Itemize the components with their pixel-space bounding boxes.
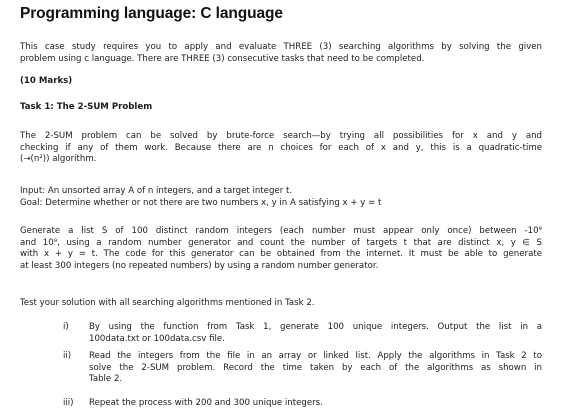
paragraph-line: with x + y = t. The code for this generator can be obtained from the internet. It must be able to generate — [20, 249, 542, 260]
marks-label: (10 Marks) — [20, 76, 73, 86]
list-item-line: Read the integers from the file in an array or linked list. Apply the algorithms in Task 2 to — [89, 351, 542, 361]
list-item-line: Table 2. — [89, 374, 123, 385]
paragraph-line: and 10⁹, using a random number generator and count the number of targets t that are distinct x, y ∈ S — [20, 237, 542, 248]
list-item-line: solve the 2-SUM problem. Record the time taken by each of the algorithms as shown in — [89, 362, 542, 373]
list-item-number: i) — [63, 322, 69, 332]
brute-force-paragraph — [20, 131, 542, 166]
list-item-text — [89, 398, 542, 410]
list-item-number: iii) — [63, 398, 74, 408]
list-item-number: ii) — [63, 351, 72, 361]
input-goal-block — [20, 186, 542, 209]
list-item-text — [89, 322, 542, 345]
document-title: Programming language: C language — [20, 5, 283, 22]
list-item-line: Repeat the process with 200 and 300 unique integers. — [89, 398, 323, 408]
paragraph-line: at least 300 integers (no repeated numbers) by using a random number generator. — [20, 261, 379, 272]
paragraph-line: (→(n²)) algorithm. — [20, 154, 97, 165]
goal-line: Goal: Determine whether or not there are two numbers x, y in A satisfying x + y = t — [20, 197, 382, 208]
paragraph-line: Generate a list S of 100 distinct random integers (each number must appear only once) between -10⁹ — [20, 226, 542, 236]
list-item-text — [89, 351, 542, 386]
test-paragraph: Test your solution with all searching algorithms mentioned in Task 2. — [20, 298, 315, 308]
intro-line: This case study requires you to apply and evaluate THREE (3) searching algorithms by solving the given — [20, 42, 542, 52]
list-item-line: 100data.txt or 100data.csv file. — [89, 333, 225, 344]
input-line: Input: An unsorted array A of n integers, and a target integer t. — [20, 186, 293, 196]
generate-paragraph — [20, 226, 542, 273]
paragraph-line: The 2-SUM problem can be solved by brute-force search—by trying all possibilities for x and y and — [20, 131, 542, 141]
intro-line: problem using c language. There are THREE (3) consecutive tasks that need to be completed. — [20, 53, 425, 64]
task-heading: Task 1: The 2-SUM Problem — [20, 102, 153, 112]
intro-paragraph — [20, 42, 542, 65]
list-item-line: By using the function from Task 1, generate 100 unique integers. Output the list in a — [89, 322, 542, 332]
paragraph-line: checking if any of them work. Because there are n choices for each of x and y, this is a quadratic-time — [20, 142, 542, 153]
